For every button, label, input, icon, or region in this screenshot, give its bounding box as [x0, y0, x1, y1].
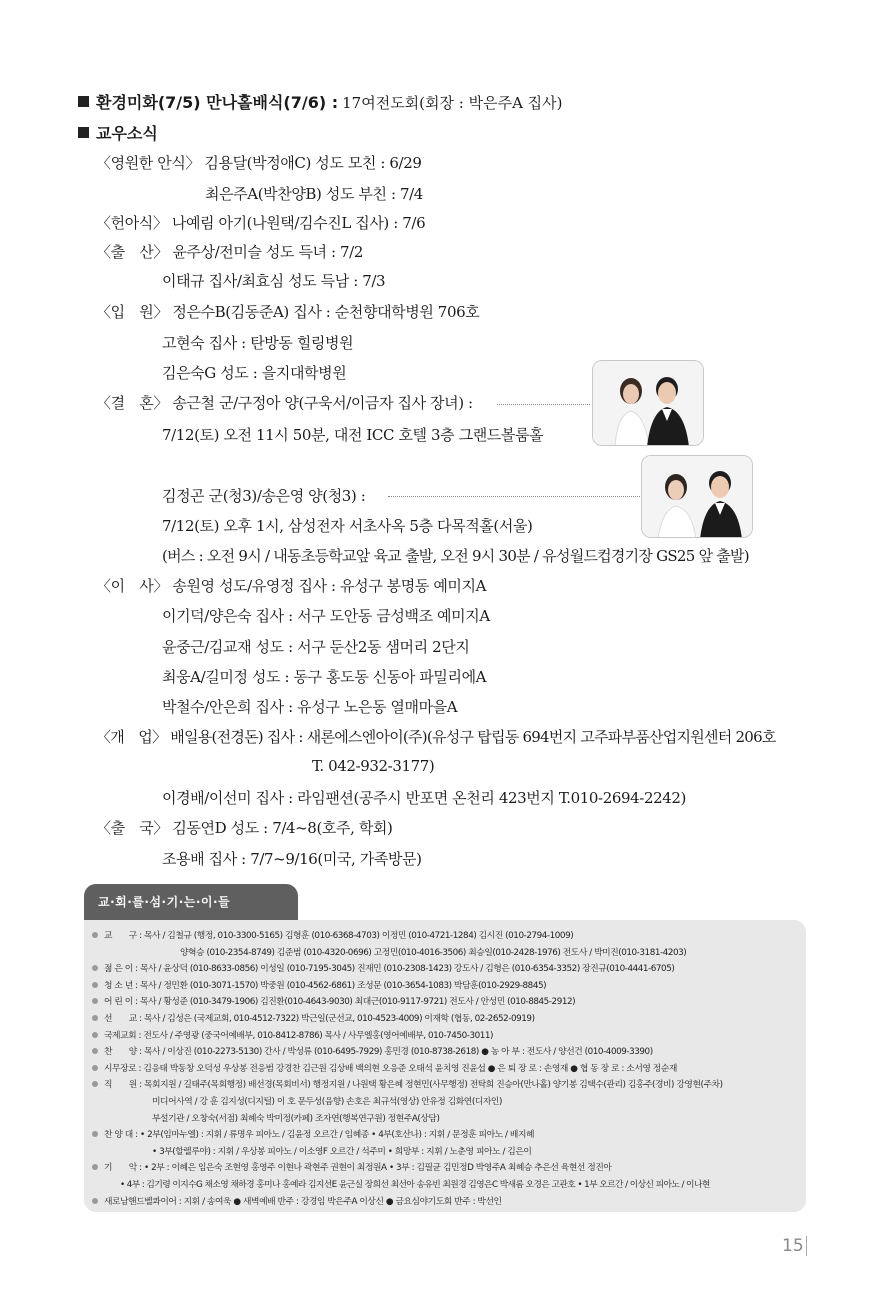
news-text: 조용배 집사 : 7/7~9/16(미국, 가족방문) — [162, 850, 422, 868]
section-news-title: 교우소식 — [96, 124, 158, 143]
bullet-dot-icon — [92, 965, 98, 971]
staff-line — [180, 945, 686, 958]
news-line — [96, 212, 425, 233]
staff-text: 시무장로 : 김응태 박동창 오덕성 우상봉 전응범 강경찬 김근원 김상배 백의현 오응준 오태석 윤치영 진윤섭 ● 은 퇴 장 로 : 손영재 ● 협 동 장 로 : 소서영 정순재 — [104, 1063, 677, 1074]
news-line — [312, 757, 434, 775]
news-text: 나예림 아기(나원택/김수진L 집사) : 7/6 — [171, 214, 426, 232]
staff-line — [92, 1028, 493, 1041]
section-env — [78, 90, 563, 113]
bullet-dot-icon — [92, 1198, 98, 1204]
staff-text: 찬 양 대 : • 2부(임마누엘) : 지휘 / 류명우 피아노 / 김윤정 오르간 / 임혜종 • 4부(호산나) : 지휘 / 문정훈 피아노 / 배지혜 — [104, 1130, 535, 1141]
staff-text: 찬 양 : 목사 / 이상진 (010-2273-5130) 간사 / 박성류 (010-6495-7929) 홍민경 (010-8738-2618) ● 농 아 부 : 전도사 / 양선건 (010-4009-3390) — [104, 1047, 653, 1058]
news-text: (버스 : 오전 9시 / 내동초등학교앞 육교 출발, 오전 9시 30분 / 유성월드컵경기장 GS25 앞 출발) — [162, 547, 749, 565]
staff-text: 국제교회 : 전도사 / 주영광 (중국어예배부, 010-8412-8786) 목사 / 사무엘홍(영어예배부, 010-7450-3011) — [104, 1030, 494, 1041]
news-text: 7/12(토) 오전 11시 50분, 대전 ICC 호텔 3층 그랜드볼룸홀 — [162, 426, 544, 444]
bullet-dot-icon — [92, 1032, 98, 1038]
bullet-dot-icon — [92, 932, 98, 938]
staff-line — [92, 1044, 653, 1057]
news-text: 윤주상/전미슬 성도 득녀 : 7/2 — [172, 243, 363, 261]
news-line — [162, 696, 457, 717]
staff-text: 직 원 : 목회지원 / 길태주(목회행정) 배선경(목회비서) 행정지원 / 나원택 황은혜 정현민(사무행정) 전탁희 진승아(만나홀) 양기봉 김택수(관리) 김홍주(경비) 강영현(주차) — [104, 1080, 723, 1091]
news-line — [96, 726, 776, 747]
staff-line — [92, 1011, 535, 1024]
news-label: 〈헌아식〉 — [96, 214, 168, 232]
bullet-dot-icon — [92, 1081, 98, 1087]
staff-line — [92, 961, 674, 974]
staff-line — [92, 1061, 677, 1074]
couple-photo-icon — [593, 361, 704, 446]
news-line — [162, 605, 490, 626]
news-text: 7/12(토) 오후 1시, 삼성전자 서초사옥 5층 다목적홀(서울) — [162, 517, 533, 535]
news-line — [162, 515, 532, 536]
staff-line — [92, 1077, 723, 1090]
news-line — [96, 152, 422, 173]
news-text: 이경배/이선미 집사 : 라임팬션(공주시 반포면 온천리 423번지 T.010-2694-2242) — [162, 789, 686, 807]
news-label: 〈영원한 안식〉 — [96, 154, 201, 172]
news-text: T. 042-932-3177) — [312, 757, 435, 775]
section-env-title: 환경미화(7/5) 만나홀배식(7/6) : — [96, 93, 339, 112]
news-line — [96, 575, 486, 596]
square-bullet-icon — [78, 96, 89, 107]
staff-line — [92, 1160, 611, 1173]
staff-line — [92, 994, 575, 1007]
news-text: 이태규 집사/최효심 성도 득남 : 7/3 — [162, 272, 386, 290]
bullet-dot-icon — [92, 998, 98, 1004]
news-label: 〈이 사〉 — [96, 577, 168, 595]
news-line — [96, 241, 363, 262]
staff-line — [120, 1177, 710, 1190]
staff-line — [152, 1094, 502, 1107]
wedding-photo-2 — [641, 455, 753, 538]
news-text: 정은수B(김동준A) 집사 : 순천향대학병원 706호 — [172, 303, 480, 321]
news-line — [162, 362, 346, 383]
news-line — [96, 301, 479, 322]
news-label: 〈입 원〉 — [96, 303, 168, 321]
news-line — [162, 848, 422, 869]
staff-line — [92, 1194, 502, 1207]
wedding-photo-1 — [592, 360, 704, 446]
staff-text: 선 교 : 목사 / 김성은 (국제교회, 010-4512-7322) 박근일(군선교, 010-4523-4009) 이재학 (협동, 02-2652-0919) — [104, 1014, 535, 1024]
news-label: 〈출 산〉 — [96, 243, 168, 261]
news-line — [162, 424, 543, 445]
staff-tab: 교·회·를·섬·기·는·이·들 — [84, 884, 298, 920]
news-text: 김정곤 군(청3)/송은영 양(청3) : — [162, 487, 366, 505]
bullet-dot-icon — [92, 1015, 98, 1021]
news-line — [162, 332, 353, 353]
news-text: 송근철 군/구정아 양(구욱서/이금자 집사 장녀) : — [172, 394, 473, 412]
staff-text: 양혁승 (010-2354-8749) 김준범 (010-4320-0696) 고정민(010-4016-3506) 최승일(010-2428-1976) 전도사 / 박미진(010-3181-4203) — [180, 947, 687, 958]
news-text: 박철수/안은희 집사 : 유성구 노은동 열매마을A — [162, 698, 458, 716]
news-line — [162, 666, 486, 687]
news-line — [162, 787, 686, 808]
page-number-divider — [806, 1236, 807, 1256]
square-bullet-icon — [78, 127, 89, 138]
staff-line — [152, 1144, 531, 1157]
page-number: 15 — [782, 1236, 804, 1256]
staff-text: • 4부 : 김기령 이지수G 채소영 채하경 홍미나 홍예라 김지선E 윤근실 장희선 최선아 송유빈 최원경 김영은C 박새롬 오경은 고관호 • 1부 오르간 / 이상신 피아노 / 이나현 — [120, 1180, 710, 1190]
news-text: 김동연D 성도 : 7/4~8(호주, 학회) — [172, 819, 393, 837]
staff-text: 어 린 이 : 목사 / 황성준 (010-3479-1906) 김진환(010-4643-9030) 최대근(010-9117-9721) 전도사 / 안성민 (010-8845-2912) — [104, 997, 576, 1008]
staff-text: 미디어사역 / 강 훈 김지성(디지털) 이 호 문두성(음향) 손호은 최규석(영상) 안유정 김화연(디자인) — [152, 1097, 502, 1107]
couple-photo-icon — [642, 456, 753, 538]
news-label: 〈개 업〉 — [96, 728, 167, 746]
news-text: 이기덕/양은숙 집사 : 서구 도안동 금성백조 예미지A — [162, 607, 490, 625]
leader-dots — [388, 496, 640, 497]
staff-text: • 3부(할렐루야) : 지휘 / 우상봉 피아노 / 이소영F 오르간 / 석주미 • 희망부 : 지휘 / 노춘영 피아노 / 김은이 — [152, 1146, 532, 1157]
news-line — [96, 392, 473, 413]
news-text: 윤중근/김교재 성도 : 서구 둔산2동 샘머리 2단지 — [162, 638, 470, 656]
section-news — [78, 121, 158, 144]
news-label: 〈출 국〉 — [96, 819, 168, 837]
bullet-dot-icon — [92, 1164, 98, 1170]
staff-line — [92, 1127, 534, 1140]
staff-text: 기 악 : • 2부 : 이혜은 임은숙 조현영 홍영주 이현나 곽현주 권현이 최정원A • 3부 : 김필균 김민정D 박영주A 최혜승 추은선 육현선 정진아 — [104, 1163, 612, 1174]
staff-text: 청 소 년 : 목사 / 정민환 (010-3071-1570) 박중원 (010-4562-6861) 조성문 (010-3654-1083) 박담훈(010-2929-8845) — [104, 980, 547, 991]
staff-text: 새로남핸드벨콰이어 : 지휘 / 송여욱 ● 새벽예배 반주 : 강경임 박은주A 이상신 ● 금요심야기도회 반주 : 박선인 — [104, 1196, 502, 1207]
news-text: 송원영 성도/유영정 집사 : 유성구 봉명동 예미지A — [172, 577, 487, 595]
bullet-dot-icon — [92, 982, 98, 988]
news-text: 고현숙 집사 : 탄방동 힐링병원 — [162, 334, 354, 352]
news-text: 최은주A(박찬양B) 성도 부친 : 7/4 — [205, 185, 423, 203]
bullet-dot-icon — [92, 1048, 98, 1054]
news-line — [162, 636, 469, 657]
news-line — [205, 183, 423, 204]
news-line — [96, 817, 392, 838]
bullet-dot-icon — [92, 1131, 98, 1137]
bullet-dot-icon — [92, 1065, 98, 1071]
news-line — [162, 485, 365, 506]
news-line — [162, 270, 385, 291]
staff-text: 젊 은 이 : 목사 / 윤상덕 (010-8633-0856) 이성일 (010-7195-3045) 진재민 (010-2308-1423) 강도사 / 김형은 (010-6354-3352) 장진규(010-4441-6705) — [104, 964, 675, 975]
news-text: 배일용(전경돈) 집사 : 새론에스엔아이(주)(유성구 탑립동 694번지 고주파부품산업지원센터 206호 — [170, 728, 776, 746]
staff-text: 교 구 : 목사 / 김철규 (행정, 010-3300-5165) 김형훈 (010-6368-4703) 이정민 (010-4721-1284) 김시진 (010-2794-1009) — [104, 931, 574, 941]
staff-line — [92, 928, 573, 941]
section-env-detail: 17여전도회(회장 : 박은주A 집사) — [342, 94, 563, 112]
news-label: 〈결 혼〉 — [96, 394, 168, 412]
news-text: 김은숙G 성도 : 을지대학병원 — [162, 364, 347, 382]
leader-dots — [497, 404, 590, 405]
staff-text: 부설기관 / 오창숙(서점) 최혜숙 박미정(카페) 조자연(행복연구원) 정현주A(상담) — [152, 1113, 440, 1124]
staff-line — [92, 978, 546, 991]
news-text: 김용달(박정애C) 성도 모친 : 6/29 — [204, 154, 422, 172]
staff-line — [152, 1111, 439, 1124]
news-line — [162, 545, 749, 566]
news-text: 최웅A/길미정 성도 : 동구 홍도동 신동아 파밀리에A — [162, 668, 487, 686]
